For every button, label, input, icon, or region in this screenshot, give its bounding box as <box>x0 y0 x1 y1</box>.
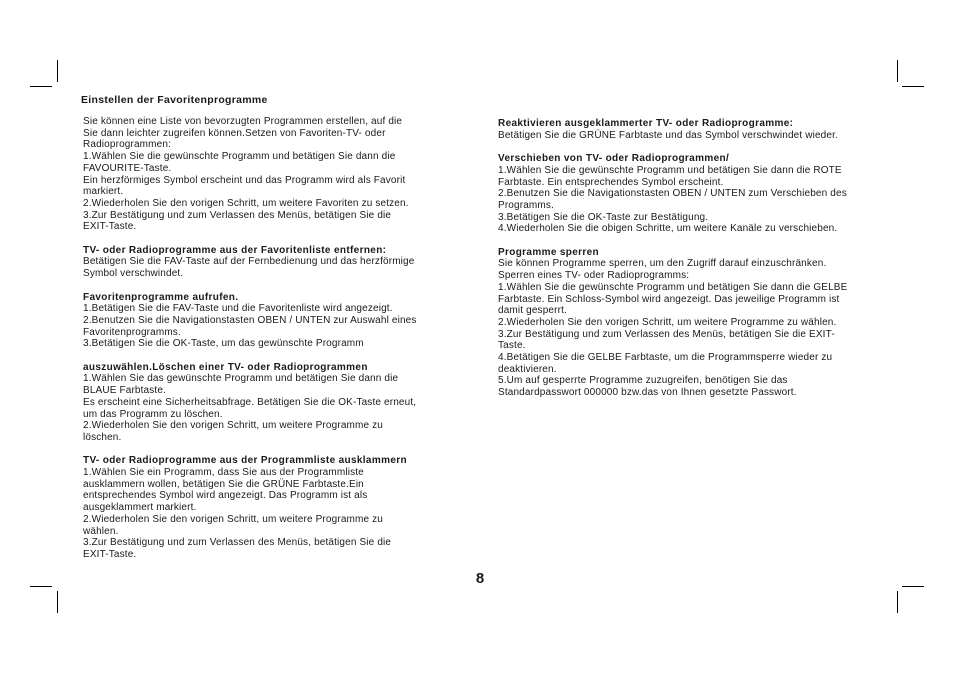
text-line: 1.Wählen Sie die gewünschte Programm und betätigen Sie dann die ROTE <box>498 164 842 176</box>
left-column <box>83 116 455 572</box>
page-heading: Einstellen der Favoritenprogramme <box>81 94 268 106</box>
text-line: 3.Zur Bestätigung und zum Verlassen des Menüs, betätigen Sie die <box>83 537 392 549</box>
text-line: ausklammern wollen, betätigen Sie die GRÜNE Farbtaste.Ein <box>83 478 364 490</box>
text-line: 3.Zur Bestätigung und zum Verlassen des Menüs, betätigen Sie die <box>83 209 392 221</box>
text-line: EXIT-Taste. <box>83 221 137 233</box>
text-line: Farbtaste. Ein Schloss-Symbol wird angezeigt. Das jeweilige Programm ist <box>498 293 840 305</box>
section-title: TV- oder Radioprogramme aus der Favoritenliste entfernen: <box>83 244 387 256</box>
crop-mark <box>897 60 898 82</box>
crop-mark <box>57 591 58 613</box>
section-title: Programme sperren <box>498 246 599 258</box>
text-line: Radioprogrammen: <box>83 139 171 151</box>
intro-section <box>83 116 455 233</box>
section-title: Verschieben von TV- oder Radioprogrammen/ <box>498 153 730 165</box>
text-line: markiert. <box>83 186 124 198</box>
delete-programs-section <box>83 362 455 444</box>
text-line: Sie können eine Liste von bevorzugten Programmen erstellen, auf die <box>83 116 403 127</box>
text-line: Standardpasswort 000000 bzw.das von Ihnen gesetzte Passwort. <box>498 387 797 399</box>
text-line: BLAUE Farbtaste. <box>83 385 166 397</box>
text-line: Ein herzförmiges Symbol erscheint und das Programm wird als Favorit <box>83 174 406 186</box>
crop-mark <box>897 591 898 613</box>
text-line: 4.Wiederholen Sie die obigen Schritte, um weitere Kanäle zu verschieben. <box>498 223 838 235</box>
text-line: deaktivieren. <box>498 363 557 375</box>
page-number: 8 <box>475 570 485 587</box>
text-line: 2.Benutzen Sie die Navigationstasten OBEN / UNTEN zur Auswahl eines <box>83 314 417 326</box>
text-line: Sie dann leichter zugreifen können.Setzen von Favoriten-TV- oder <box>83 127 386 139</box>
crop-mark <box>57 60 58 82</box>
text-line: 3.Betätigen Sie die OK-Taste, um das gewünschte Programm <box>83 338 364 350</box>
text-line: Betätigen Sie die GRÜNE Farbtaste und das Symbol verschwindet wieder. <box>498 129 838 141</box>
text-line: 1.Wählen Sie das gewünschte Programm und betätigen Sie dann die <box>83 373 399 385</box>
text-line: 1.Betätigen Sie die FAV-Taste und die Favoritenliste wird angezeigt. <box>83 303 393 315</box>
lock-programs-section <box>498 247 890 399</box>
crop-mark <box>902 86 924 87</box>
text-line: ausgeklammert markiert. <box>83 502 197 514</box>
text-line: damit gesperrt. <box>498 305 567 317</box>
section-title: Reaktivieren ausgeklammerter TV- oder Radioprogramme: <box>498 118 794 129</box>
text-line: 5.Um auf gesperrte Programme zuzugreifen, benötigen Sie das <box>498 375 788 387</box>
text-line: löschen. <box>83 431 122 443</box>
remove-favorites-section <box>83 245 455 280</box>
text-line: Programms. <box>498 199 554 211</box>
text-line: 3.Betätigen Sie die OK-Taste zur Bestätigung. <box>498 211 709 223</box>
text-line: 2.Wiederholen Sie den vorigen Schritt, um weitere Favoriten zu setzen. <box>83 197 409 209</box>
crop-mark <box>902 586 924 587</box>
text-line: Betätigen Sie die FAV-Taste auf der Fernbedienung und das herzförmige <box>83 256 415 268</box>
section-title: TV- oder Radioprogramme aus der Programmliste ausklammern <box>83 455 407 467</box>
call-up-favorites-section <box>83 292 455 351</box>
text-line: 2.Wiederholen Sie den vorigen Schritt, um weitere Programme zu <box>83 513 383 525</box>
text-line: Sperren eines TV- oder Radioprogramms: <box>498 270 690 282</box>
crop-mark <box>30 86 52 87</box>
text-line: 1.Wählen Sie die gewünschte Programm und betätigen Sie dann die GELBE <box>498 281 848 293</box>
section-title: auszuwählen.Löschen einer TV- oder Radioprogrammen <box>83 361 368 373</box>
text-line: 3.Zur Bestätigung und zum Verlassen des Menüs, betätigen Sie die EXIT- <box>498 328 835 340</box>
reactivate-programs-section <box>498 118 890 141</box>
text-line: Farbtaste. Ein entsprechendes Symbol erscheint. <box>498 176 724 188</box>
text-line: 2.Wiederholen Sie den vorigen Schritt, um weitere Programme zu <box>83 420 383 432</box>
text-line: entsprechendes Symbol wird angezeigt. Das Programm ist als <box>83 490 368 502</box>
text-line: 4.Betätigen Sie die GELBE Farbtaste, um die Programmsperre wieder zu <box>498 352 833 364</box>
exclude-programs-section <box>83 455 455 560</box>
text-line: wählen. <box>83 525 119 537</box>
right-column <box>498 118 890 411</box>
text-line: EXIT-Taste. <box>83 548 137 560</box>
text-line: 2.Benutzen Sie die Navigationstasten OBEN / UNTEN zum Verschieben des <box>498 188 847 200</box>
text-line: 2.Wiederholen Sie den vorigen Schritt, um weitere Programme zu wählen. <box>498 316 837 328</box>
text-line: Symbol verschwindet. <box>83 268 184 280</box>
text-line: um das Programm zu löschen. <box>83 408 223 420</box>
text-line: Taste. <box>498 340 526 352</box>
text-line: Favoritenprogramms. <box>83 326 181 338</box>
text-line: Sie können Programme sperren, um den Zugriff darauf einzuschränken. <box>498 258 827 270</box>
text-line: Es erscheint eine Sicherheitsabfrage. Betätigen Sie die OK-Taste erneut, <box>83 396 417 408</box>
text-line: 1.Wählen Sie ein Programm, dass Sie aus der Programmliste <box>83 467 364 479</box>
crop-mark <box>30 586 52 587</box>
text-line: FAVOURITE-Taste. <box>83 162 172 174</box>
section-title: Favoritenprogramme aufrufen. <box>83 291 239 303</box>
text-line: 1.Wählen Sie die gewünschte Programm und betätigen Sie dann die <box>83 151 396 163</box>
move-programs-section <box>498 153 890 235</box>
